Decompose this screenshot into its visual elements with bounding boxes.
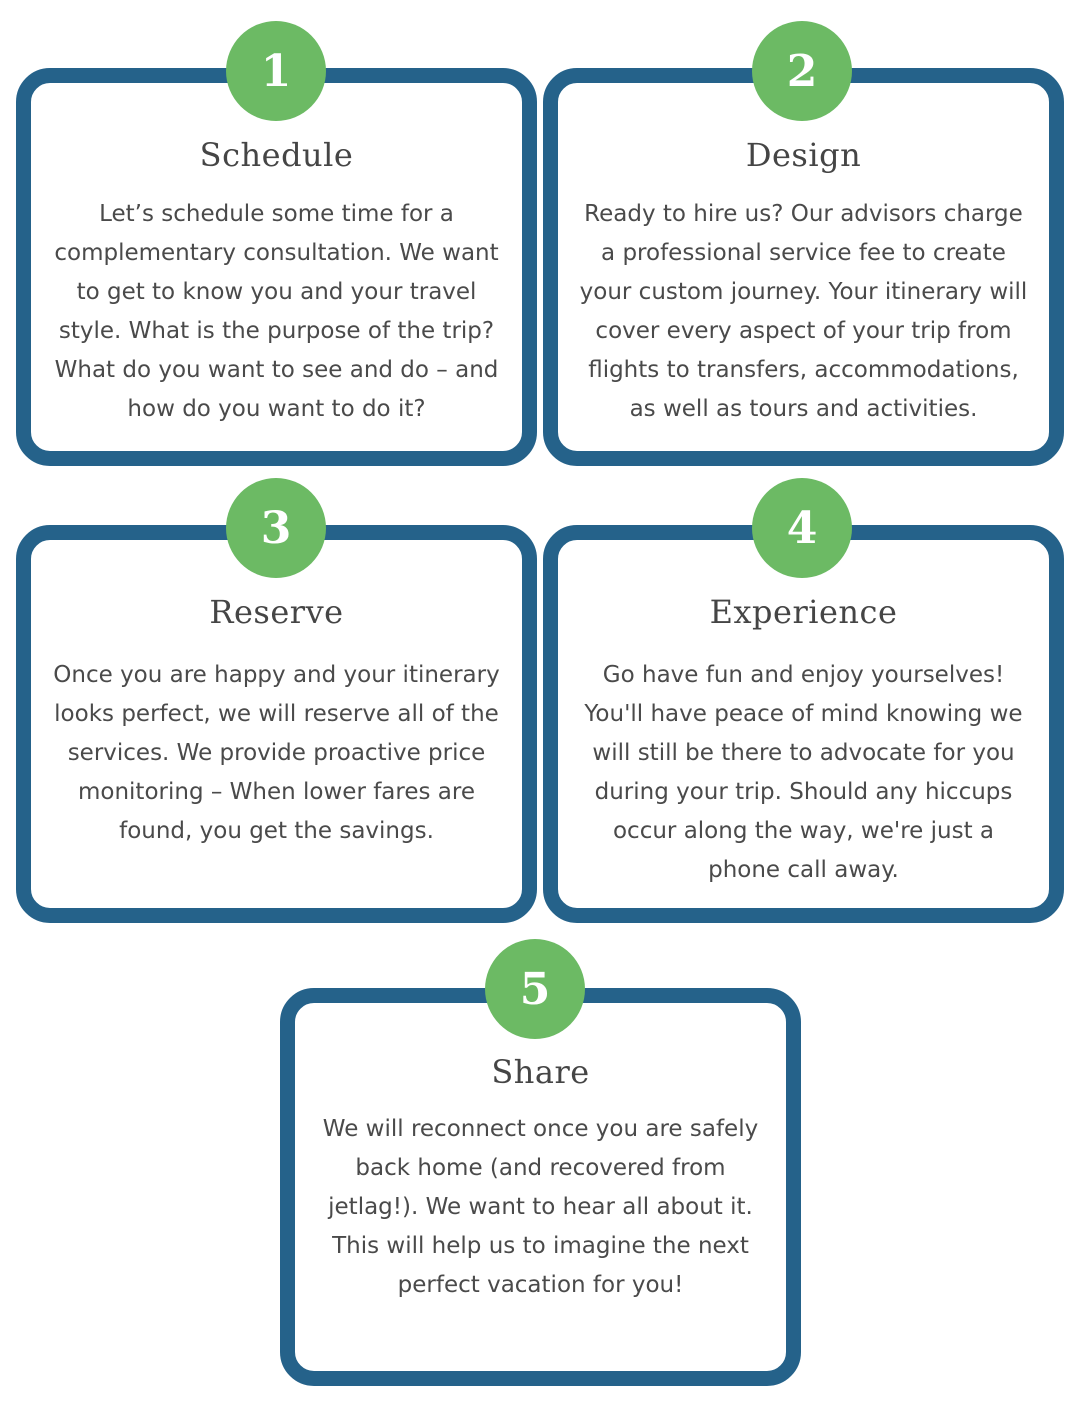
step-number-badge-3: 3: [226, 478, 326, 578]
step-number-badge-2: 2: [752, 21, 852, 121]
step-description-3: [16, 656, 537, 851]
step-3-line: looks perfect, we will reserve all of the: [54, 701, 499, 727]
step-2-line: your custom journey. Your itinerary will: [579, 279, 1028, 305]
step-1-line: What do you want to see and do – and: [54, 357, 499, 383]
step-1-line: to get to know you and your travel: [76, 279, 477, 305]
step-description-4: [543, 656, 1064, 890]
step-1-line: Let’s schedule some time for a: [99, 201, 454, 227]
step-description-1: [16, 195, 537, 429]
step-3-line: monitoring – When lower fares are: [77, 779, 475, 805]
step-number-badge-5: 5: [485, 939, 585, 1039]
step-4-line: You'll have peace of mind knowing we: [584, 701, 1023, 727]
step-5-line: We will reconnect once you are safely: [322, 1116, 759, 1142]
step-5-line: back home (and recovered from: [355, 1155, 726, 1181]
step-4-line: occur along the way, we're just a: [612, 818, 995, 844]
step-2-line: cover every aspect of your trip from: [595, 318, 1012, 344]
step-1-line: complementary consultation. We want: [54, 240, 499, 266]
step-4-line: phone call away.: [708, 857, 899, 883]
step-4-line: Go have fun and enjoy yourselves!: [602, 662, 1005, 688]
step-2-line: Ready to hire us? Our advisors charge: [584, 201, 1023, 227]
step-3-line: services. We provide proactive price: [67, 740, 486, 766]
step-title-1: Schedule: [199, 136, 354, 174]
step-title-2: Design: [745, 136, 862, 174]
step-description-2: [543, 195, 1064, 429]
step-5-line: This will help us to imagine the next: [332, 1233, 749, 1259]
step-2-line: a professional service fee to create: [601, 240, 1006, 266]
step-2-line: flights to transfers, accommodations,: [588, 357, 1019, 383]
step-4-line: during your trip. Should any hiccups: [594, 779, 1013, 805]
step-1-line: how do you want to do it?: [127, 396, 426, 422]
step-4-line: will still be there to advocate for you: [592, 740, 1015, 766]
step-2-line: as well as tours and activities.: [629, 396, 978, 422]
step-5-line: perfect vacation for you!: [397, 1272, 684, 1298]
step-1-line: style. What is the purpose of the trip?: [58, 318, 495, 344]
step-description-5: [280, 1110, 801, 1305]
step-3-line: Once you are happy and your itinerary: [53, 662, 500, 688]
step-title-3: Reserve: [209, 593, 344, 631]
step-5-line: jetlag!). We want to hear all about it.: [328, 1194, 753, 1220]
step-number-badge-4: 4: [752, 478, 852, 578]
step-title-5: Share: [491, 1053, 590, 1091]
step-title-4: Experience: [709, 593, 898, 631]
step-number-badge-1: 1: [226, 21, 326, 121]
step-3-line: found, you get the savings.: [119, 818, 434, 844]
